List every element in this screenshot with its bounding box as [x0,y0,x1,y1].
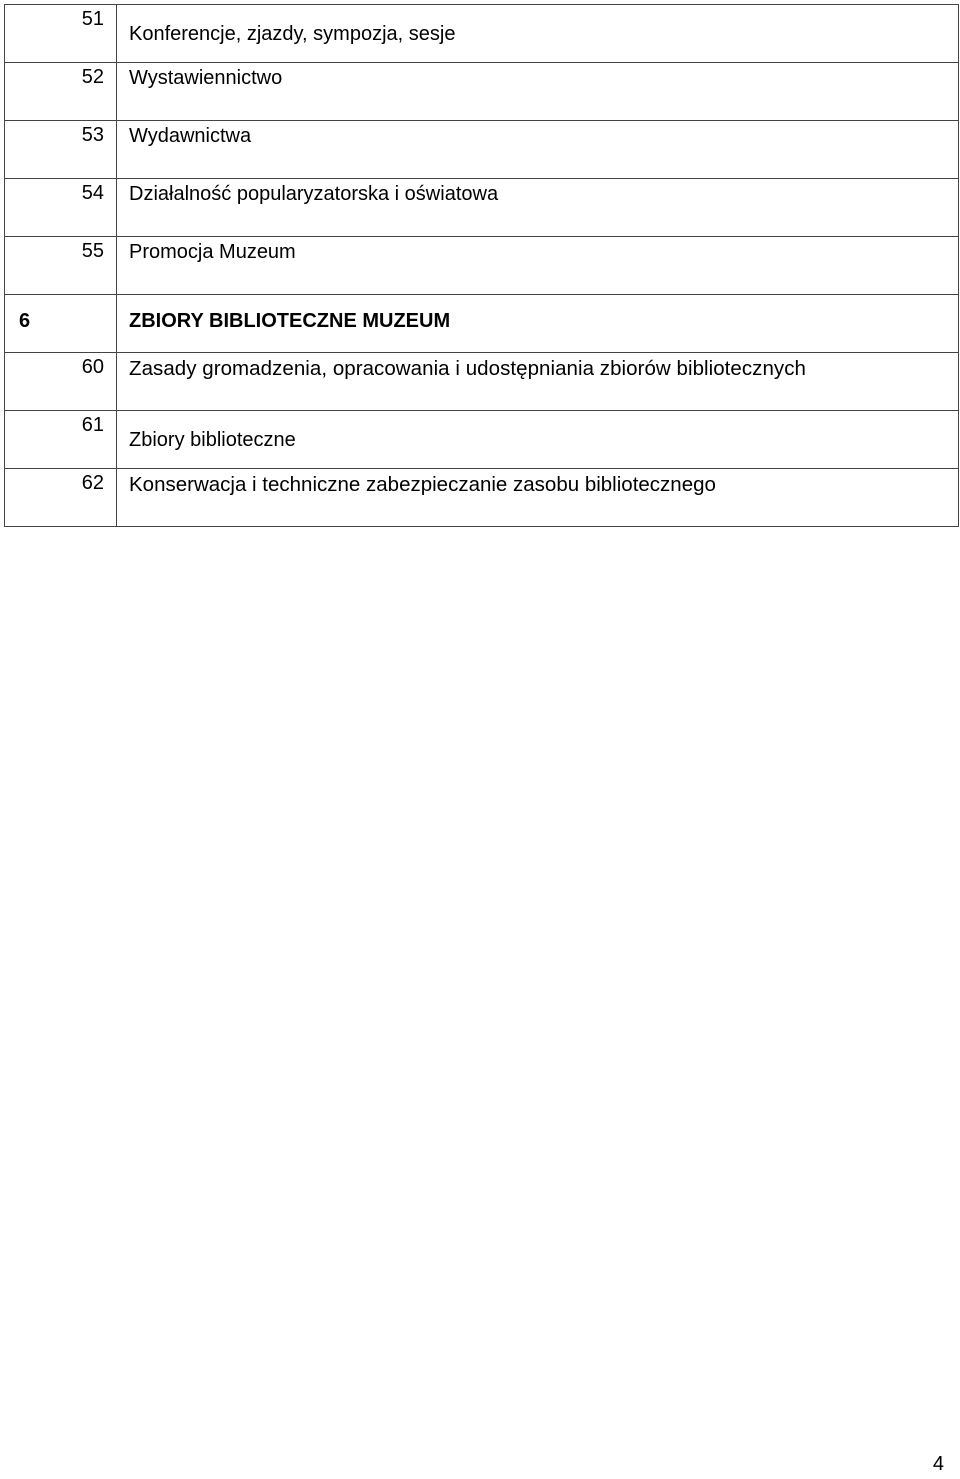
table-row [5,121,959,179]
code-cell [5,63,117,121]
title-label: Wydawnictwa [129,125,252,147]
code-cell [5,179,117,237]
code-cell [5,121,117,179]
code-label: 55 [81,240,104,262]
title-label: Wystawiennictwo [129,67,283,89]
code-cell [5,353,117,411]
code-label: 61 [81,414,104,436]
title-cell [117,237,959,295]
title-label: Działalność popularyzatorska i oświatowa [129,183,499,205]
table-row [5,179,959,237]
title-cell [117,5,959,63]
table-row [5,63,959,121]
table-row [5,469,959,527]
title-label: Zbiory biblioteczne [129,429,296,451]
table-row [5,5,959,63]
table-row [5,411,959,469]
code-label: 53 [81,124,104,146]
code-label: 54 [81,182,104,204]
code-label: 60 [81,356,104,378]
table-row [5,353,959,411]
section-title-label: ZBIORY BIBLIOTECZNE MUZEUM [129,310,451,332]
code-cell [5,411,117,469]
title-cell [117,295,959,353]
table-row [5,237,959,295]
title-label: Konserwacja i techniczne zabezpieczanie zasobu bibliotecznego [129,473,716,496]
code-label: 51 [81,8,104,30]
title-cell [117,63,959,121]
title-label: Promocja Muzeum [129,241,296,263]
section-code-label: 6 [19,310,31,332]
code-cell [5,295,117,353]
page-number: 4 [932,1453,944,1475]
classification-table [4,4,959,527]
code-cell [5,237,117,295]
title-label: Konferencje, zjazdy, sympozja, sesje [129,23,456,45]
title-cell [117,411,959,469]
code-label: 52 [81,66,104,88]
code-cell [5,5,117,63]
table-row-section-header [5,295,959,353]
code-label: 62 [81,472,104,494]
title-cell [117,469,959,527]
title-cell [117,179,959,237]
title-cell [117,353,959,411]
title-label: Zasady gromadzenia, opracowania i udostępniania zbiorów bibliotecznych [129,357,806,380]
title-cell [117,121,959,179]
code-cell [5,469,117,527]
